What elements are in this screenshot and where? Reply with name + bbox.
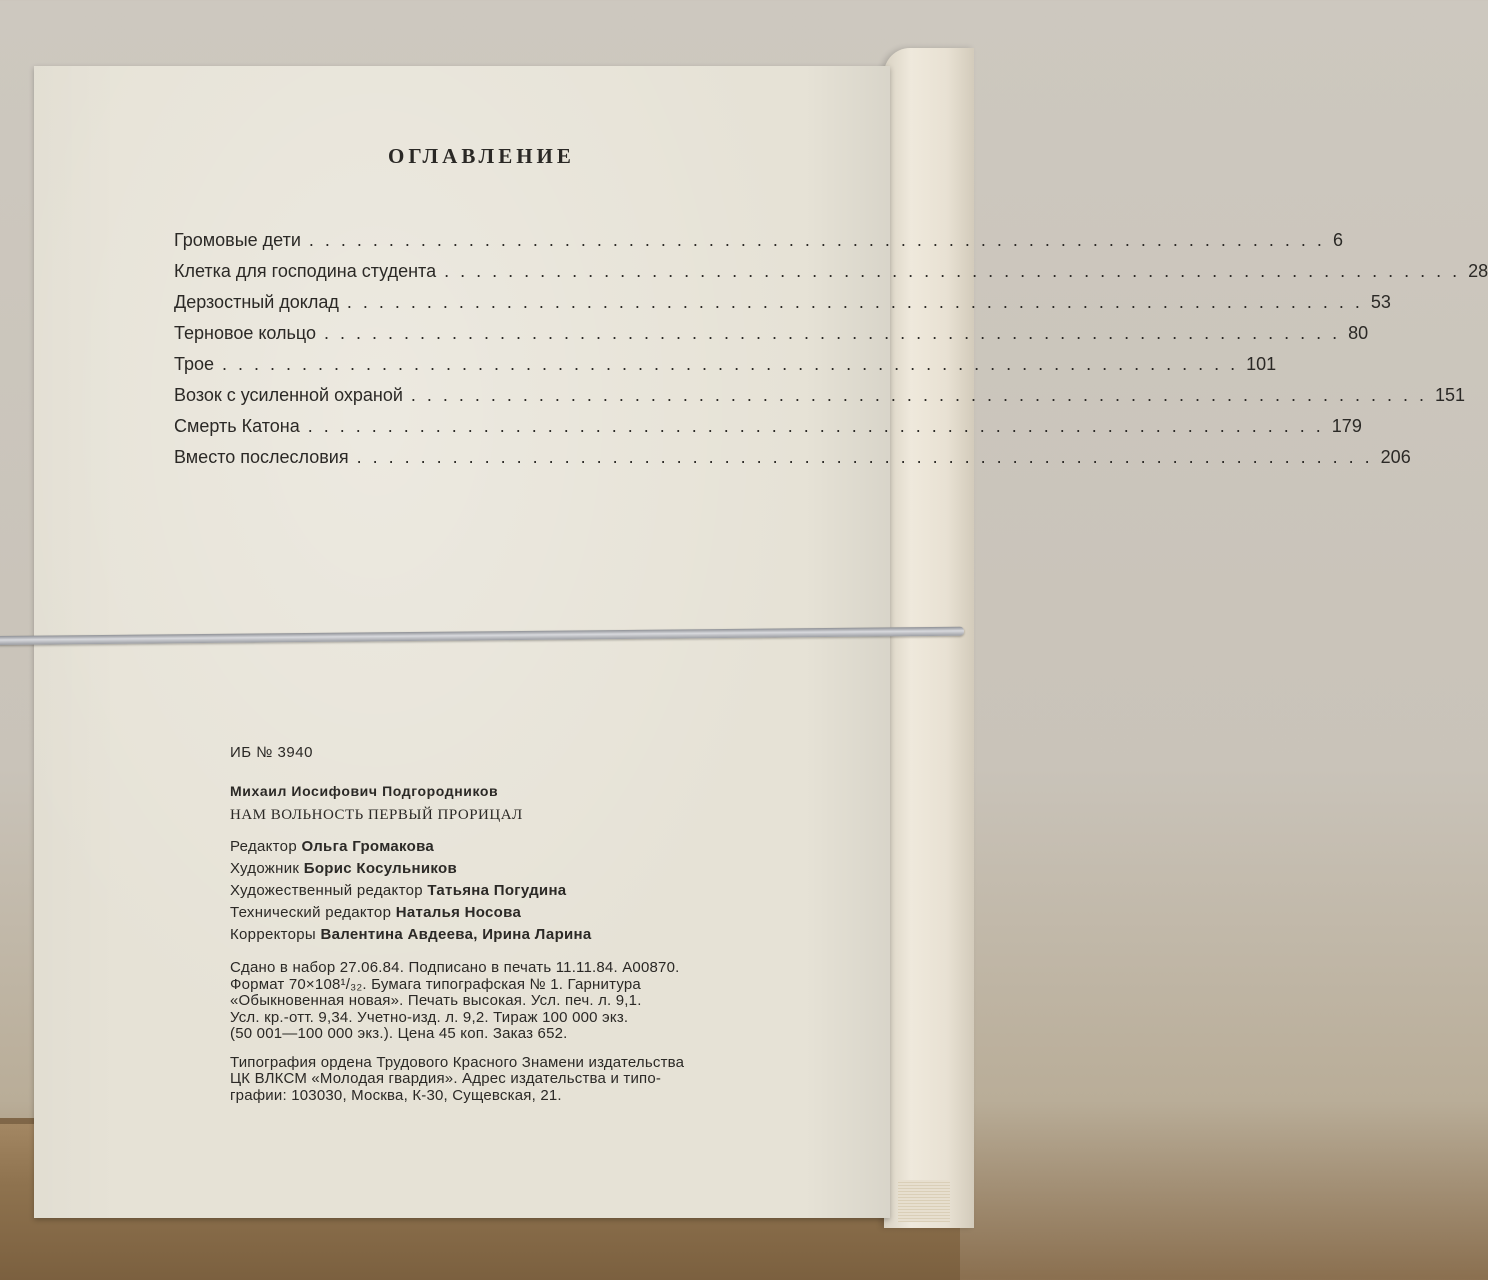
toc-entry-page: 80 [1348, 323, 1369, 343]
printer-line: графии: 103030, Москва, К-30, Сущевская, 21. [230, 1086, 562, 1104]
toc-entry-title: Вместо послесловия [174, 447, 349, 467]
credit-role: Корректоры [230, 926, 317, 943]
toc-entry-title: Смерть Катона [174, 416, 300, 436]
author-name: Михаил Иосифович Подгородников [230, 783, 499, 799]
toc-leader-dots: ................................................................ [356, 447, 1381, 467]
toc-leader-dots: ................................................................ [444, 261, 1469, 281]
ib-number: ИБ № 3940 [230, 744, 313, 761]
toc-entry [174, 230, 1343, 261]
toc-leader-dots: ................................................................ [324, 323, 1349, 343]
toc-entry-page: 53 [1370, 292, 1391, 312]
table-of-contents [174, 230, 1488, 478]
spec-line: Усл. кр.-отт. 9,34. Учетно-изд. л. 9,2. Тираж 100 000 экз. [230, 1008, 629, 1026]
credit-line [230, 860, 860, 882]
credit-role: Технический редактор [230, 904, 392, 921]
credit-names: Валентина Авдеева, Ирина Ларина [320, 926, 592, 943]
toc-entry-title: Дерзостный доклад [174, 292, 339, 312]
credit-names: Наталья Носова [395, 904, 522, 921]
toc-entry-title: Возок с усиленной охраной [174, 385, 403, 405]
toc-leader-dots: ................................................................ [308, 230, 1333, 250]
toc-entry-title: Трое [174, 354, 215, 374]
toc-heading: ОГЛАВЛЕНИЕ [388, 144, 575, 168]
credit-names: Борис Косульников [303, 860, 458, 877]
toc-entry-page: 6 [1332, 230, 1343, 250]
credit-line [230, 838, 860, 860]
printer-info [230, 1055, 860, 1105]
toc-entry [174, 354, 1277, 385]
toc-entry-page: 206 [1380, 447, 1411, 467]
toc-entry-page: 28 [1468, 261, 1488, 281]
toc-entry [174, 292, 1391, 323]
credit-role: Художественный редактор [230, 882, 423, 899]
toc-entry-page: 179 [1331, 416, 1362, 436]
toc-leader-dots: ................................................................ [307, 416, 1332, 436]
toc-leader-dots: ................................................................ [222, 354, 1247, 374]
printer-line: ЦК ВЛКСМ «Молодая гвардия». Адрес издательства и типо- [230, 1070, 662, 1087]
toc-entry [174, 416, 1362, 447]
toc-entry [174, 447, 1411, 478]
toc-entry-title: Клетка для господина студента [174, 261, 437, 281]
credit-names: Татьяна Погудина [427, 882, 567, 899]
printer-line: Типография ордена Трудового Красного Знамени издательства [230, 1053, 685, 1071]
credit-role: Художник [230, 860, 300, 877]
credit-line [230, 904, 860, 926]
spec-line: «Обыкновенная новая». Печать высокая. Усл. печ. л. 9,1. [230, 992, 642, 1009]
credit-role: Редактор [230, 838, 297, 855]
toc-entry-page: 101 [1246, 354, 1277, 374]
imprint-block [230, 744, 860, 1104]
credit-names: Ольга Громакова [301, 838, 435, 855]
spec-line: Формат 70×108¹/₃₂. Бумага типографская № 1. Гарнитура [230, 975, 641, 993]
toc-entry [174, 385, 1466, 416]
toc-entry [174, 261, 1488, 292]
toc-leader-dots: ................................................................ [346, 292, 1371, 312]
toc-entry-title: Громовые дети [174, 230, 301, 250]
toc-entry-title: Терновое кольцо [174, 323, 317, 343]
credit-line [230, 882, 860, 904]
spec-line: Сдано в набор 27.06.84. Подписано в печать 11.11.84. А00870. [230, 959, 680, 976]
page-edge-stack [898, 1180, 950, 1222]
toc-leader-dots: ................................................................ [410, 385, 1435, 405]
credit-line [230, 926, 860, 948]
spec-line: (50 001—100 000 экз.). Цена 45 коп. Заказ 652. [230, 1025, 568, 1042]
adjacent-page [884, 48, 974, 1228]
book-title: НАМ ВОЛЬНОСТЬ ПЕРВЫЙ ПРОРИЦАЛ [230, 807, 523, 823]
toc-entry-page: 151 [1434, 385, 1466, 405]
toc-entry [174, 323, 1369, 354]
print-specs [230, 960, 860, 1043]
